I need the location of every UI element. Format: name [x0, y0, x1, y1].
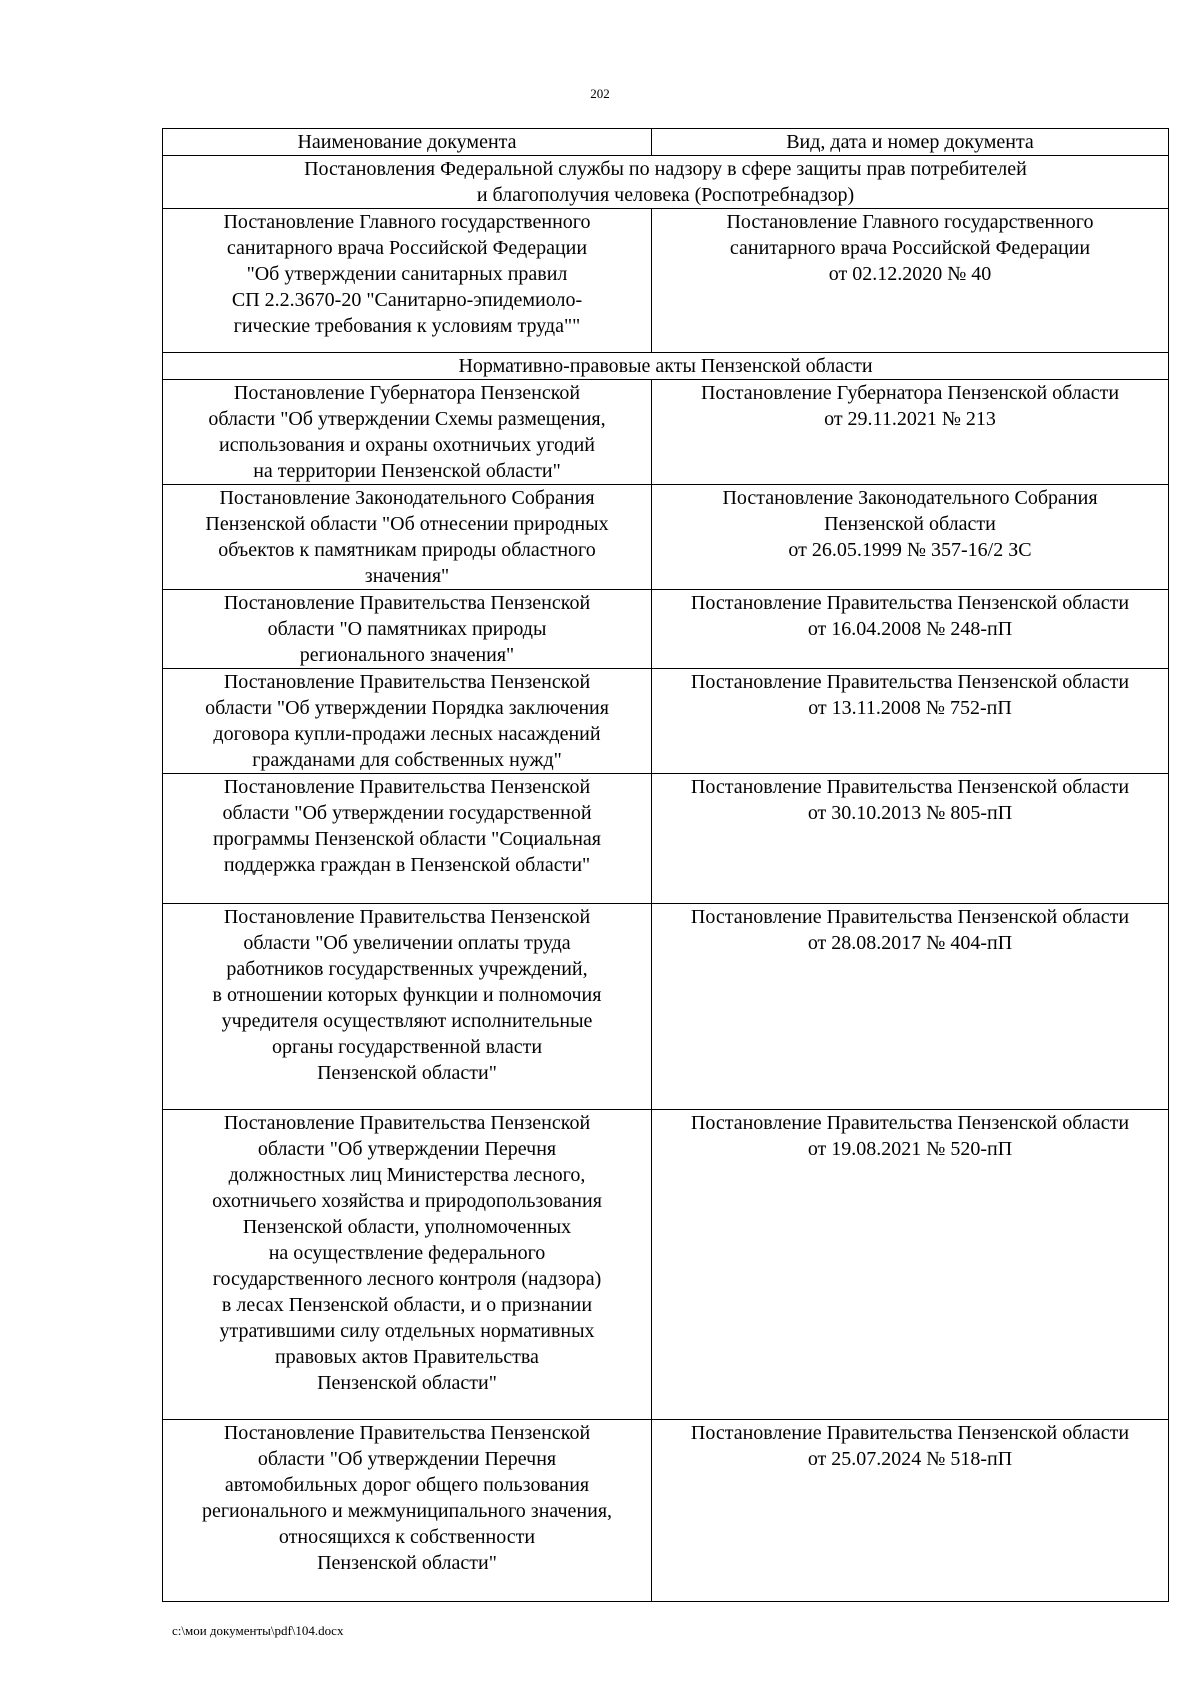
- documents-table: [162, 128, 1169, 1602]
- document-ref-cell: Постановление Правительства Пензенской области от 16.04.2008 № 248-пП: [652, 590, 1169, 669]
- document-ref-cell: Постановление Законодательного Собрания Пензенской области от 26.05.1999 № 357-16/2 ЗС: [652, 485, 1169, 590]
- document-ref-cell: Постановление Правительства Пензенской области от 30.10.2013 № 805-пП: [652, 774, 1169, 904]
- section-title: Нормативно-правовые акты Пензенской области: [163, 353, 1169, 380]
- section-row: [163, 156, 1169, 209]
- document-ref-cell: Постановление Правительства Пензенской области от 25.07.2024 № 518-пП: [652, 1420, 1169, 1602]
- document-name-cell: Постановление Законодательного Собрания Пензенской области "Об отнесении природных объектов к памятникам природы областного значения": [163, 485, 652, 590]
- document-name-cell: Постановление Правительства Пензенской области "Об утверждении Перечня автомобильных дорог общего пользования регионального и межмуниципального значения, относящихся к собственности Пензенской области": [163, 1420, 652, 1602]
- document-name-cell: Постановление Правительства Пензенской области "О памятниках природы регионального значения": [163, 590, 652, 669]
- document-name-cell: Постановление Главного государственного санитарного врача Российской Федерации "Об утверждении санитарных правил СП 2.2.3670-20 "Санитарно-эпидемиоло- гические требования к условиям труда"": [163, 209, 652, 353]
- section-title: Постановления Федеральной службы по надзору в сфере защиты прав потребителей и благополучия человека (Роспотребнадзор): [163, 156, 1169, 209]
- table-row: [163, 380, 1169, 485]
- table-row: [163, 774, 1169, 904]
- table-row: [163, 1110, 1169, 1420]
- document-name-cell: Постановление Правительства Пензенской области "Об увеличении оплаты труда работников государственных учреждений, в отношении которых функции и полномочия учредителя осуществляют исполнительные органы государственной власти Пензенской области": [163, 904, 652, 1110]
- document-name-cell: Постановление Правительства Пензенской области "Об утверждении Перечня должностных лиц Министерства лесного, охотничьего хозяйства и природопользования Пензенской области, уполномоченных на осуществление федерального государственного лесного контроля (надзора) в лесах Пензенской области, и о признании утратившими силу отдельных нормативных правовых актов Правительства Пензенской области": [163, 1110, 652, 1420]
- document-ref-cell: Постановление Правительства Пензенской области от 19.08.2021 № 520-пП: [652, 1110, 1169, 1420]
- column-header-ref: Вид, дата и номер документа: [652, 129, 1169, 156]
- table-row: [163, 1420, 1169, 1602]
- document-ref-cell: Постановление Губернатора Пензенской области от 29.11.2021 № 213: [652, 380, 1169, 485]
- table-row: [163, 904, 1169, 1110]
- file-path-footer: c:\мои документы\pdf\104.docx: [172, 1623, 344, 1638]
- table-row: [163, 669, 1169, 774]
- document-name-cell: Постановление Правительства Пензенской области "Об утверждении Порядка заключения договора купли-продажи лесных насаждений гражданами для собственных нужд": [163, 669, 652, 774]
- document-ref-cell: Постановление Правительства Пензенской области от 28.08.2017 № 404-пП: [652, 904, 1169, 1110]
- page-number: 202: [590, 86, 610, 101]
- column-header-name: Наименование документа: [163, 129, 652, 156]
- document-ref-cell: Постановление Главного государственного санитарного врача Российской Федерации от 02.12.2020 № 40: [652, 209, 1169, 353]
- table-row: [163, 590, 1169, 669]
- section-row: [163, 353, 1169, 380]
- table-row: [163, 209, 1169, 353]
- table-row: [163, 485, 1169, 590]
- document-name-cell: Постановление Губернатора Пензенской области "Об утверждении Схемы размещения, использования и охраны охотничьих угодий на территории Пензенской области": [163, 380, 652, 485]
- document-name-cell: Постановление Правительства Пензенской области "Об утверждении государственной программы Пензенской области "Социальная поддержка граждан в Пензенской области": [163, 774, 652, 904]
- table-header-row: [163, 129, 1169, 156]
- document-ref-cell: Постановление Правительства Пензенской области от 13.11.2008 № 752-пП: [652, 669, 1169, 774]
